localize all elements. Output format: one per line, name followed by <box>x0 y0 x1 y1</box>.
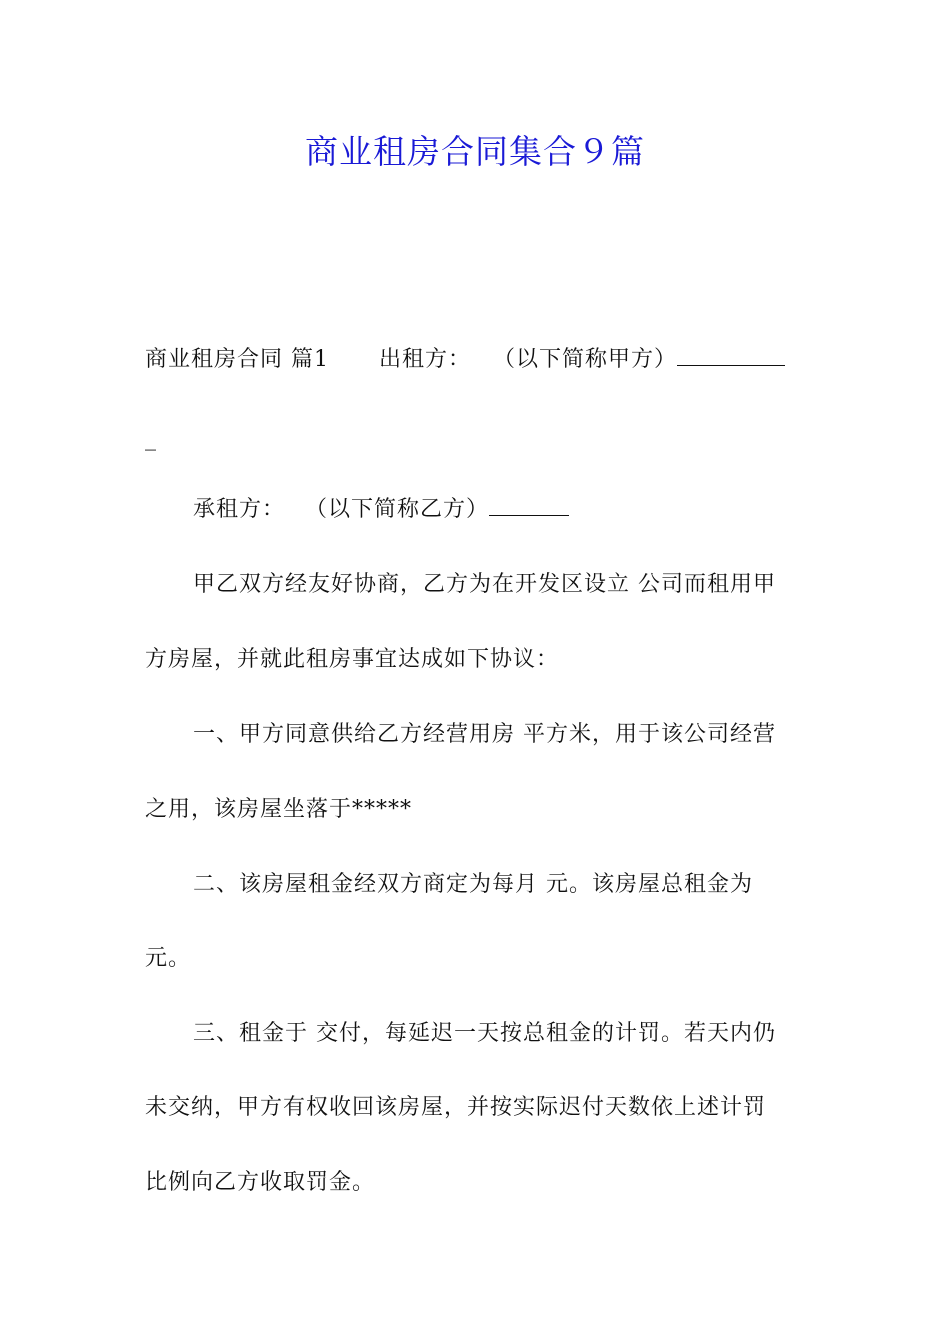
paragraph-line: 方房屋，并就此租房事宜达成如下协议： <box>145 647 560 672</box>
contract-heading: 商业租房合同 篇1 <box>145 347 329 372</box>
blank-continuation: _ <box>145 426 157 451</box>
paragraph-line: 三、租金于 交付，每延迟一天按总租金的计罚。若天内仍 <box>193 1021 776 1046</box>
lessor-blank <box>677 347 785 366</box>
paragraph-line: 之用，该房屋坐落于***** <box>145 797 413 822</box>
document-title: 商业租房合同集合９篇 <box>305 132 645 171</box>
paragraph-line: 未交纳，甲方有权收回该房屋，并按实际迟付天数依上述计罚 <box>145 1095 767 1120</box>
lessee-label: 承租方： <box>193 497 286 522</box>
paragraph-line: 一、甲方同意供给乙方经营用房 平方米，用于该公司经营 <box>193 722 776 747</box>
paragraph-line <box>193 495 569 525</box>
paragraph-line: 比例向乙方收取罚金。 <box>145 1170 376 1195</box>
paragraph-line: 元。 <box>145 946 192 971</box>
paragraph-line <box>145 345 785 375</box>
lessor-note: （以下简称甲方） <box>493 347 678 372</box>
paragraph-line: 二、该房屋租金经双方商定为每月 元。该房屋总租金为 <box>193 872 753 897</box>
lessee-note: （以下简称乙方） <box>305 497 490 522</box>
paragraph-line <box>145 424 157 454</box>
lessee-blank <box>489 497 569 516</box>
paragraph-line: 甲乙双方经友好协商，乙方为在开发区设立 公司而租用甲 <box>193 572 776 597</box>
lessor-label: 出租方： <box>379 347 472 372</box>
